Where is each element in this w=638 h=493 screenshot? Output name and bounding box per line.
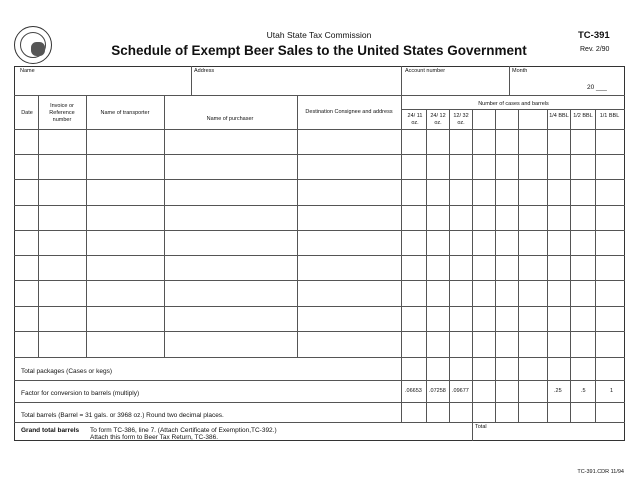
col-date: Date [21, 110, 33, 116]
column-divider [86, 95, 87, 357]
conversion-factor-label: Factor for conversion to barrels (multiply) [21, 390, 140, 397]
factor-full-bbl: 1 [610, 388, 614, 394]
agency-name: Utah State Tax Commission [266, 30, 372, 40]
header-bottom-line [14, 129, 625, 130]
col-quarter-bbl: 1/4 BBL [549, 113, 569, 119]
table-row-line [14, 205, 625, 206]
col-invoice: Invoice or Reference number [49, 103, 75, 123]
col-24-12oz: 24/ 12 oz. [430, 113, 446, 126]
col-purchaser: Name of purchaser [206, 116, 254, 122]
factor-24-11oz: .06653 [405, 388, 422, 394]
address-field[interactable] [194, 75, 399, 93]
total-packages-label: Total packages (Cases or kegs) [21, 368, 113, 375]
column-divider [449, 109, 450, 422]
factor-24-12oz: .07258 [429, 388, 446, 394]
table-row-line [14, 280, 625, 281]
column-divider [595, 109, 596, 422]
info-divider [191, 66, 192, 95]
col-full-bbl: 1/1 BBL [599, 113, 620, 119]
totals-row-line [14, 380, 625, 381]
table-row-line [14, 154, 625, 155]
account-number-label: Account number [405, 68, 446, 74]
total-box-divider [472, 422, 473, 441]
column-divider [426, 109, 427, 422]
col-half-bbl: 1/2 BBL [573, 113, 593, 119]
column-divider [38, 95, 39, 357]
form-footer-code: TC-391.CDR 11/94 [577, 469, 624, 475]
factor-12-32oz: .09677 [452, 388, 469, 394]
grand-total-label: Grand total barrels [21, 427, 80, 434]
info-row-bottom-line [14, 95, 625, 96]
info-divider [509, 66, 510, 95]
table-row-line [14, 230, 625, 231]
table-row-line [14, 331, 625, 332]
name-field[interactable] [16, 75, 191, 93]
cases-group-underline [401, 109, 625, 110]
name-label: Name [20, 68, 35, 74]
factor-quarter-bbl: .25 [554, 388, 562, 394]
form-revision: Rev. 2/90 [580, 46, 610, 53]
year-prefix: 20 ___ [587, 84, 607, 91]
table-row-line [14, 255, 625, 256]
totals-row-line [14, 422, 625, 423]
form-title: Schedule of Exempt Beer Sales to the United States Government [111, 43, 527, 58]
info-divider [401, 66, 402, 95]
form-number: TC-391 [578, 30, 610, 41]
column-divider [472, 109, 473, 422]
col-12-32oz: 12/ 32 oz. [453, 113, 469, 126]
column-divider [518, 109, 519, 422]
table-row-line [14, 357, 625, 358]
table-row-line [14, 179, 625, 180]
col-destination: Destination Consignee and address [305, 109, 393, 115]
col-24-11oz: 24/ 11 oz. [407, 113, 423, 126]
table-row-line [14, 306, 625, 307]
column-divider [495, 109, 496, 422]
column-divider [401, 95, 402, 422]
grand-total-instruction-1: To form TC-386, line 7. (Attach Certificate of Exemption,TC-392.) [90, 427, 277, 434]
col-transporter: Name of transporter [100, 110, 150, 116]
grand-total-field[interactable] [474, 431, 624, 441]
total-label: Total [475, 424, 487, 430]
column-divider [570, 109, 571, 422]
column-divider [547, 109, 548, 422]
grand-total-instruction-2: Attach this form to Beer Tax Return, TC-386. [90, 434, 219, 441]
col-cases-group: Number of cases and barrels [478, 101, 549, 107]
column-divider [297, 95, 298, 357]
factor-half-bbl: .5 [581, 388, 586, 394]
totals-row-line [14, 402, 625, 403]
address-label: Address [194, 68, 215, 74]
form-frame [14, 66, 625, 441]
column-divider [164, 95, 165, 357]
total-barrels-label: Total barrels (Barrel = 31 gals. or 3968 oz.) Round two decimal places. [21, 412, 224, 419]
month-label: Month [512, 68, 528, 74]
account-number-field[interactable] [405, 75, 508, 93]
